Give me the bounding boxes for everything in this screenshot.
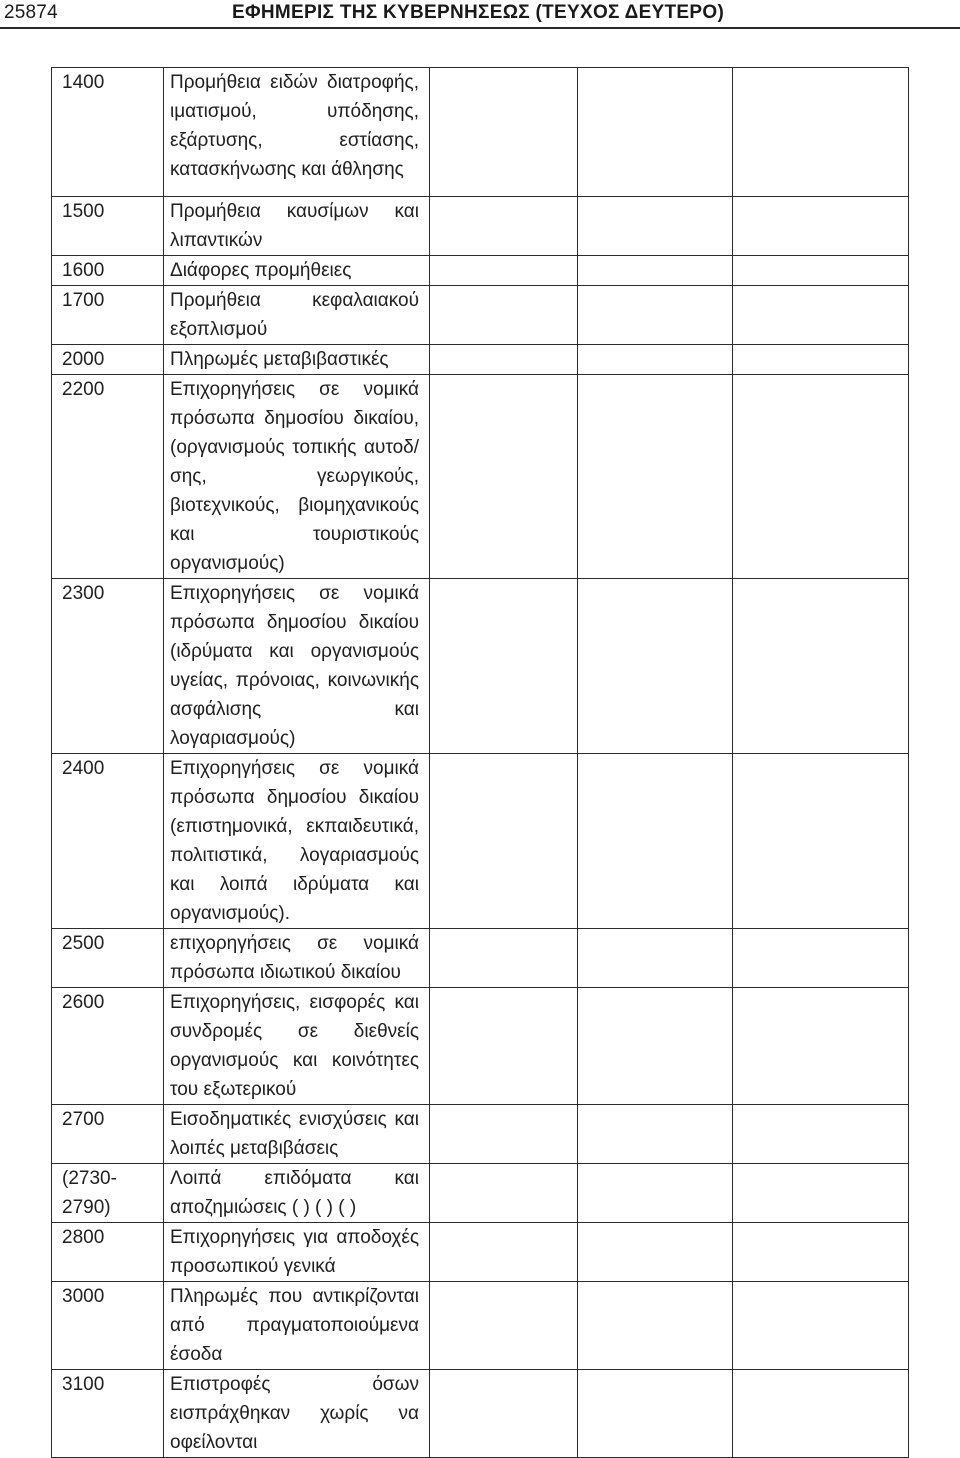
description-cell: Επιχορηγήσεις σε νομικά πρόσωπα δημοσίου δικαίου (ιδρύματα και οργανισμούς υγείας, πρόνοιας, κοινωνικής ασφάλισης και λογαριασμούς) bbox=[164, 579, 430, 754]
code-cell: 1400 bbox=[52, 68, 164, 197]
description-cell: Προμήθεια κεφαλαιακού εξοπλισμού bbox=[164, 286, 430, 345]
empty-cell bbox=[578, 1164, 733, 1223]
empty-cell bbox=[578, 345, 733, 375]
table-row bbox=[52, 988, 909, 1105]
empty-cell bbox=[430, 988, 578, 1105]
page-title: ΕΦΗΜΕΡΙΣ ΤΗΣ ΚΥΒΕΡΝΗΣΕΩΣ (ΤΕΥΧΟΣ ΔΕΥΤΕΡΟ) bbox=[232, 2, 725, 23]
empty-cell bbox=[578, 1105, 733, 1164]
description-cell: επιχορηγήσεις σε νομικά πρόσωπα ιδιωτικού δικαίου bbox=[164, 929, 430, 988]
description-cell: Διάφορες προμήθειες bbox=[164, 256, 430, 286]
description-cell: Προμήθεια καυσίμων και λιπαντικών bbox=[164, 197, 430, 256]
empty-cell bbox=[578, 1223, 733, 1282]
empty-cell bbox=[578, 929, 733, 988]
empty-cell bbox=[733, 256, 909, 286]
empty-cell bbox=[733, 579, 909, 754]
empty-cell bbox=[733, 1223, 909, 1282]
table-row bbox=[52, 256, 909, 286]
empty-cell bbox=[430, 286, 578, 345]
empty-cell bbox=[430, 68, 578, 197]
code-cell: 2200 bbox=[52, 375, 164, 579]
empty-cell bbox=[733, 68, 909, 197]
table-row bbox=[52, 345, 909, 375]
empty-cell bbox=[578, 197, 733, 256]
empty-cell bbox=[578, 988, 733, 1105]
page-header bbox=[0, 0, 960, 30]
table-row bbox=[52, 1164, 909, 1223]
empty-cell bbox=[430, 197, 578, 256]
empty-cell bbox=[733, 375, 909, 579]
table-row bbox=[52, 929, 909, 988]
code-cell: 2700 bbox=[52, 1105, 164, 1164]
description-cell: Εισοδηματικές ενισχύσεις και λοιπές μεταβιβάσεις bbox=[164, 1105, 430, 1164]
code-cell: 2500 bbox=[52, 929, 164, 988]
empty-cell bbox=[430, 1370, 578, 1458]
table-row bbox=[52, 1370, 909, 1458]
table-row bbox=[52, 68, 909, 197]
budget-codes-table bbox=[51, 67, 909, 1458]
empty-cell bbox=[733, 286, 909, 345]
empty-cell bbox=[578, 1282, 733, 1370]
empty-cell bbox=[733, 1164, 909, 1223]
table-row bbox=[52, 375, 909, 579]
description-cell: Πληρωμές που αντικρίζονται από πραγματοποιούμενα έσοδα bbox=[164, 1282, 430, 1370]
description-cell: Προμήθεια ειδών διατροφής, ιματισμού, υπόδησης, εξάρτυσης, εστίασης, κατασκήνωσης και άθλησης bbox=[164, 68, 430, 197]
code-cell: 1700 bbox=[52, 286, 164, 345]
empty-cell bbox=[733, 1370, 909, 1458]
code-cell: 3100 bbox=[52, 1370, 164, 1458]
description-cell: Λοιπά επιδόματα και αποζημιώσεις ( ) ( ) ( ) bbox=[164, 1164, 430, 1223]
description-cell: Επιχορηγήσεις για αποδοχές προσωπικού γενικά bbox=[164, 1223, 430, 1282]
empty-cell bbox=[733, 345, 909, 375]
table-row bbox=[52, 579, 909, 754]
empty-cell bbox=[733, 1105, 909, 1164]
description-cell: Επιχορηγήσεις σε νομικά πρόσωπα δημοσίου δικαίου, (οργανισμούς τοπικής αυτοδ/σης, γεωργικούς, βιοτεχνικούς, βιομηχανικούς και τουριστικούς οργανισμούς) bbox=[164, 375, 430, 579]
empty-cell bbox=[733, 988, 909, 1105]
code-cell: 2600 bbox=[52, 988, 164, 1105]
description-cell: Επιχορηγήσεις σε νομικά πρόσωπα δημοσίου δικαίου (επιστημονικά, εκπαιδευτικά, πολιτιστικά, λογαριασμούς και λοιπά ιδρύματα και οργανισμούς). bbox=[164, 754, 430, 929]
empty-cell bbox=[578, 256, 733, 286]
description-cell: Επιστροφές όσων εισπράχθηκαν χωρίς να οφείλονται bbox=[164, 1370, 430, 1458]
empty-cell bbox=[430, 256, 578, 286]
empty-cell bbox=[578, 1370, 733, 1458]
empty-cell bbox=[430, 1164, 578, 1223]
empty-cell bbox=[430, 345, 578, 375]
empty-cell bbox=[733, 929, 909, 988]
code-cell: 1600 bbox=[52, 256, 164, 286]
empty-cell bbox=[430, 929, 578, 988]
code-cell: (2730- 2790) bbox=[52, 1164, 164, 1223]
empty-cell bbox=[578, 68, 733, 197]
empty-cell bbox=[733, 1282, 909, 1370]
table-row bbox=[52, 286, 909, 345]
empty-cell bbox=[430, 1282, 578, 1370]
code-cell: 2400 bbox=[52, 754, 164, 929]
empty-cell bbox=[578, 375, 733, 579]
empty-cell bbox=[578, 754, 733, 929]
empty-cell bbox=[578, 579, 733, 754]
empty-cell bbox=[578, 286, 733, 345]
code-cell: 3000 bbox=[52, 1282, 164, 1370]
empty-cell bbox=[733, 197, 909, 256]
code-cell: 2800 bbox=[52, 1223, 164, 1282]
empty-cell bbox=[430, 375, 578, 579]
code-cell: 2000 bbox=[52, 345, 164, 375]
empty-cell bbox=[430, 754, 578, 929]
code-cell: 2300 bbox=[52, 579, 164, 754]
description-cell: Πληρωμές μεταβιβαστικές bbox=[164, 345, 430, 375]
table-row bbox=[52, 197, 909, 256]
code-cell: 1500 bbox=[52, 197, 164, 256]
table-row bbox=[52, 1282, 909, 1370]
header-rule bbox=[0, 27, 960, 29]
empty-cell bbox=[430, 1105, 578, 1164]
table-row bbox=[52, 754, 909, 929]
page-number: 25874 bbox=[4, 2, 58, 23]
table-row bbox=[52, 1105, 909, 1164]
empty-cell bbox=[430, 1223, 578, 1282]
description-cell: Επιχορηγήσεις, εισφορές και συνδρομές σε διεθνείς οργανισμούς και κοινότητες του εξωτερικού bbox=[164, 988, 430, 1105]
empty-cell bbox=[733, 754, 909, 929]
empty-cell bbox=[430, 579, 578, 754]
table-row bbox=[52, 1223, 909, 1282]
